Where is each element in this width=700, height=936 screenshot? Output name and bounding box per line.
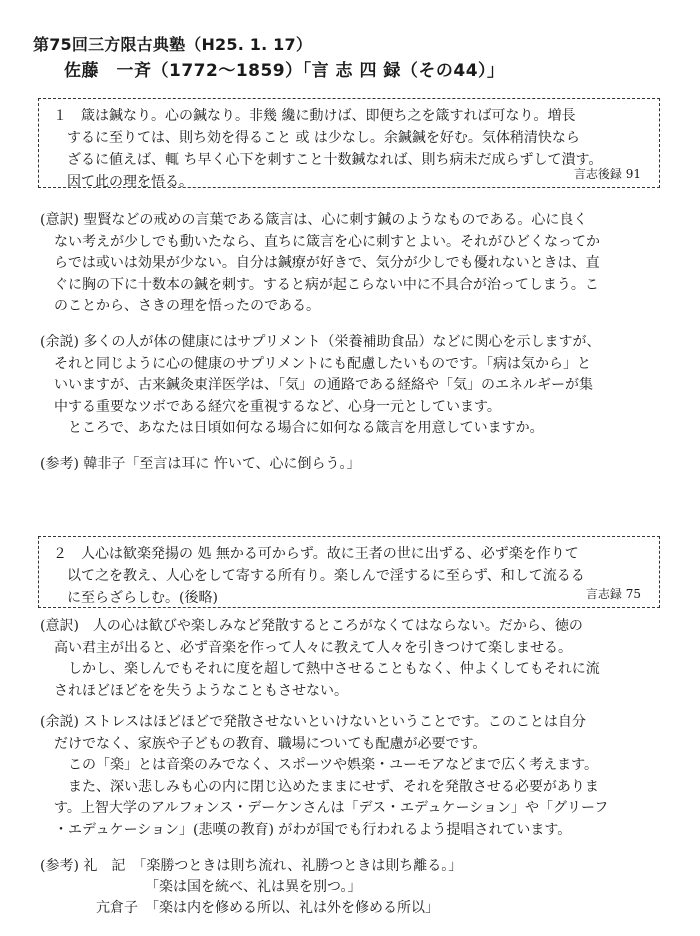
reference-2: (参考) 礼 記 「楽勝つときは則ち流れ、礼勝つときは則ち離る。」 「楽は国を統べ、礼は異を別つ。」 亢倉子 「楽は内を修める所以、礼は外を修める所以」 <box>40 858 463 916</box>
quote-box-2 <box>38 536 660 608</box>
reference-1: (参考) 韓非子「至言は耳に 忤いて、心に倒らう。」 <box>40 456 361 472</box>
comment-2: (余説) ストレスはほどほどで発散させないといけないということです。このことは自分 だけでなく、家族や子どもの教育、職場についても配慮が必要です。 この「楽」とは音楽のみでなく、スポーツや娯楽・ユーモアなどまで広く考えます。 また、深い悲しみも心の内に閉じ込めたままにせず、それを発散させる必要がありま す。上智大学のアルフォンス・デーケンさんは「デス・エデュケーション」や「グリーフ ・エデュケーション」(悲嘆の教育) がわが国でも行われるよう提唱されています。 <box>40 714 609 838</box>
quote-line: １ 箴は鍼なり。心の鍼なり。非幾 纔に動けば、即便ち之を箴すれば可なり。増長 <box>53 108 576 124</box>
quote-line: するに至りては、則ち効を得ること 或 は少なし。余鍼鍼を好む。気体稍清快なら <box>53 130 580 146</box>
lecture-title: 第75回三方限古典塾（H25. 1. 17） <box>33 35 313 54</box>
quote-line: 以て之を教え、人心をして寄する所有り。楽しんで淫するに至らず、和して流るる <box>53 568 585 584</box>
comment-1: (余説) 多くの人が体の健康にはサプリメント（栄養補助食品）などに関心を示しますが、 それと同じように心の健康のサプリメントにも配慮したいものです。「病は気から」と いいますが、古来鍼灸東洋医学は、「気」の通路である経絡や「気」のエネルギーが集 中する重要なツボである経穴を重視するなど、心身一元としています。 ところで、あなたは日頃如何なる場合に如何なる箴言を用意していますか。 <box>40 334 601 436</box>
quote-line: に至らざらしむ。(後略) <box>53 590 218 606</box>
quote-source: 言志後録 91 <box>573 167 641 181</box>
quote-box-1 <box>38 98 660 188</box>
quote-line: ２ 人心は歓楽発揚の 処 無かる可からず。故に王者の世に出ずる、必ず楽を作りて <box>53 546 579 562</box>
quote-line: 因て此の理を悟る。 <box>53 174 193 190</box>
translation-2: (意訳) 人の心は歓びや楽しみなど発散するところがなくてはならない。だから、徳の 高い君主が出ると、必ず音楽を作って人々に教えて人々を引きつけて楽しませる。 しかし、楽しんでもそれに度を超して熱中させることもなく、仲よくしてもそれに流 されほどほどをを失うようなこともさせない。 <box>40 618 600 699</box>
quote-source: 言志録 75 <box>585 587 641 601</box>
translation-1: (意訳) 聖賢などの戒めの言葉である箴言は、心に刺す鍼のようなものである。心に良く ない考えが少しでも動いたなら、直ちに箴言を心に刺すとよい。それがひどくなってか らでは或いは効果が少ない。自分は鍼療が好きで、気分が少しでも優れないときは、直 ぐに胸の下に十数本の鍼を刺す。すると病が起こらない中に不具合が治ってしまう。こ のことから、さきの理を悟ったのである。 <box>40 212 600 314</box>
lecture-subtitle: 佐藤 一斉（1772～1859）「言 志 四 録（その44）」 <box>64 61 505 81</box>
quote-line: ざるに値えば、輒 ち早く心下を刺すこと十数鍼なれば、則ち病未だ成らずして潰す。 <box>53 152 603 168</box>
